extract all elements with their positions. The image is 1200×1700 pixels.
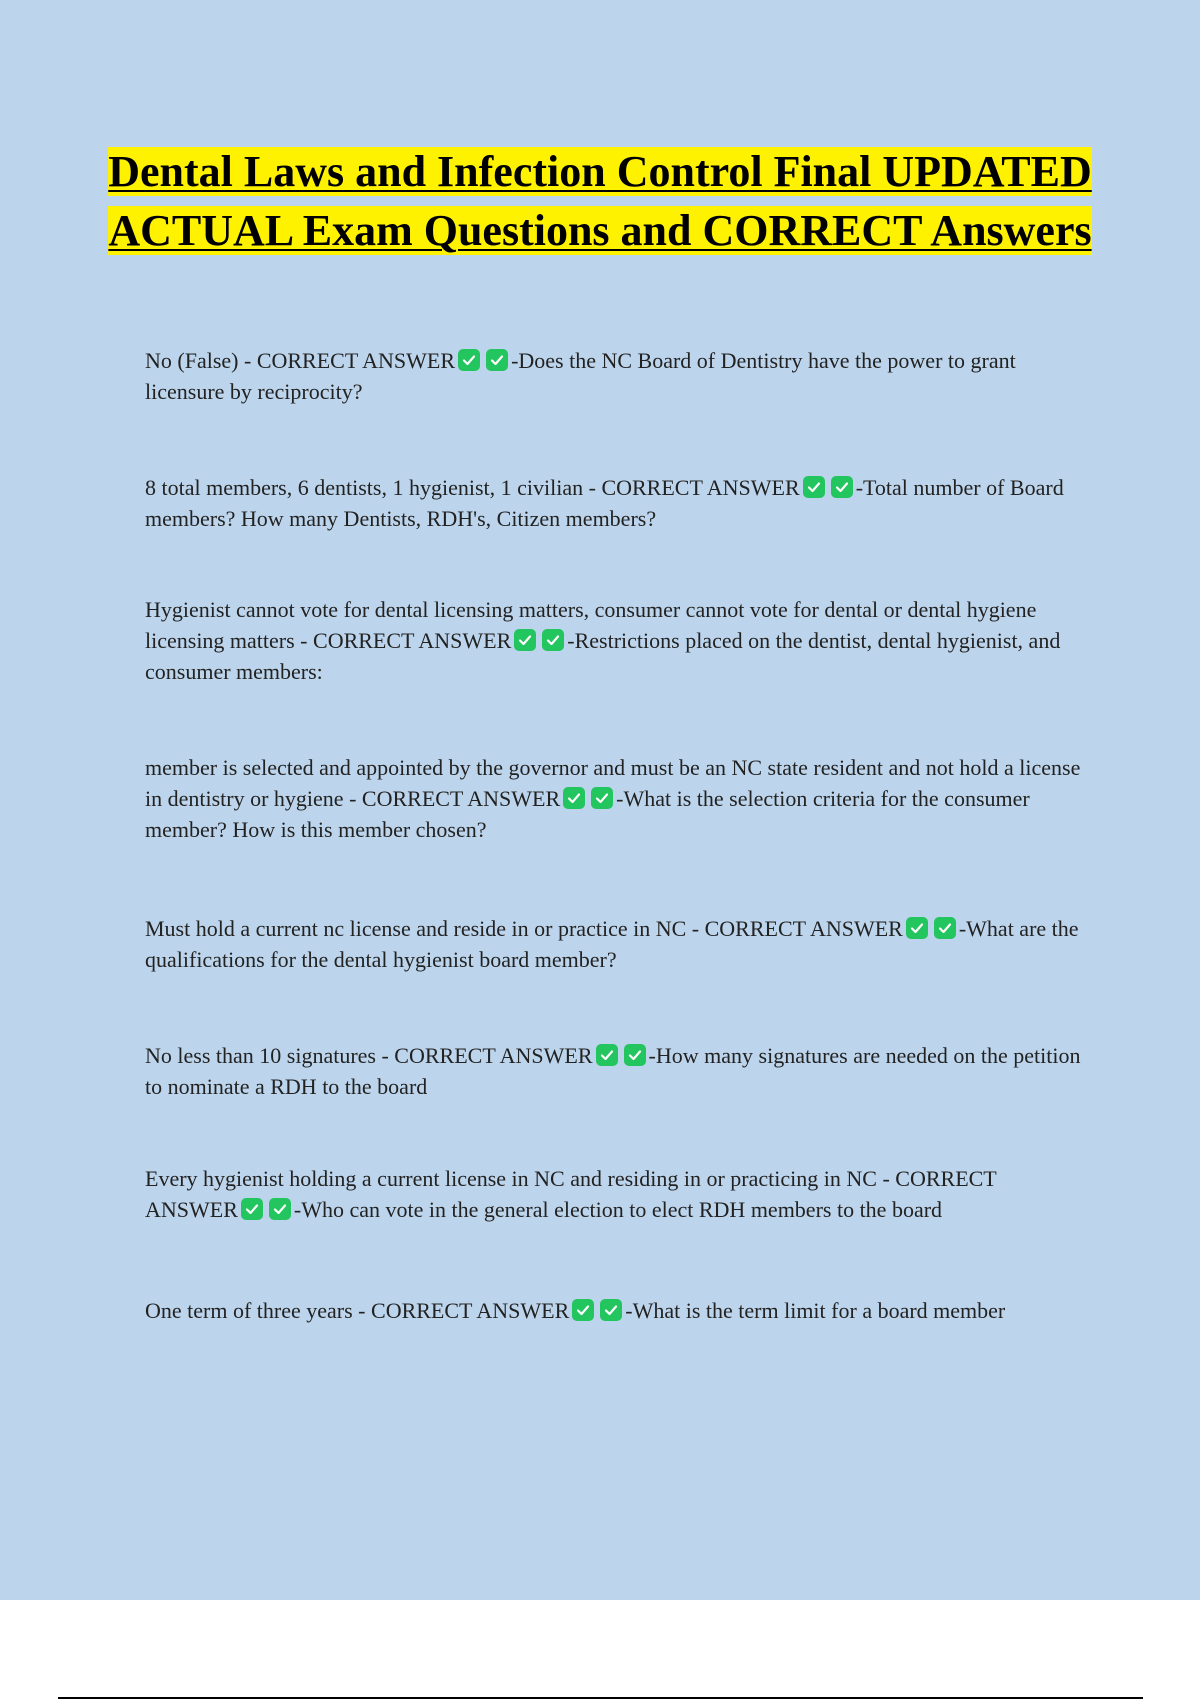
- check-mark-icon: [906, 917, 928, 939]
- qa-item: [145, 472, 1085, 534]
- question-text: -What are the qualifications for the dental hygienist board member?: [145, 916, 1079, 972]
- correct-answer-label: CORRECT ANSWER: [145, 1166, 997, 1222]
- answer-text: One term of three years -: [145, 1298, 372, 1323]
- answer-text: Hygienist cannot vote for dental licensing matters, consumer cannot vote for dental or dental hygiene licensing matters -: [145, 597, 1037, 653]
- qa-item: [145, 752, 1085, 845]
- correct-answer-label: CORRECT ANSWER: [704, 916, 903, 941]
- question-text: -Does the NC Board of Dentistry have the power to grant licensure by reciprocity?: [145, 348, 1016, 404]
- question-text: -Total number of Board members? How many Dentists, RDH's, Citizen members?: [145, 475, 1064, 531]
- question-text: -Who can vote in the general election to elect RDH members to the board: [293, 1197, 943, 1222]
- check-mark-icon: [269, 1198, 291, 1220]
- check-mark-icon: [934, 917, 956, 939]
- correct-answer-label: CORRECT ANSWER: [371, 1298, 570, 1323]
- qa-item: [145, 913, 1085, 975]
- qa-item: [145, 1040, 1085, 1102]
- correct-answer-label: CORRECT ANSWER: [601, 475, 800, 500]
- check-mark-icon: [831, 476, 853, 498]
- qa-item: [145, 1163, 1085, 1225]
- check-mark-icon: [542, 629, 564, 651]
- document-title: [100, 142, 1100, 260]
- correct-answer-label: CORRECT ANSWER: [256, 348, 456, 373]
- question-text: -Restrictions placed on the dentist, dental hygienist, and consumer members:: [145, 628, 1061, 684]
- answer-text: No (False) -: [145, 348, 257, 373]
- correct-answer-label: CORRECT ANSWER: [313, 628, 512, 653]
- qa-item: [145, 594, 1085, 687]
- question-text: -How many signatures are needed on the petition to nominate a RDH to the board: [145, 1043, 1081, 1099]
- check-mark-icon: [241, 1198, 263, 1220]
- check-mark-icon: [458, 349, 480, 371]
- answer-text: member is selected and appointed by the governor and must be an NC state resident and not hold a license in dentistry or hygiene -: [145, 755, 1081, 811]
- check-mark-icon: [624, 1044, 646, 1066]
- question-text: -What is the term limit for a board member: [625, 1298, 1006, 1323]
- check-mark-icon: [596, 1044, 618, 1066]
- check-mark-icon: [563, 787, 585, 809]
- correct-answer-label: CORRECT ANSWER: [394, 1043, 593, 1068]
- check-mark-icon: [803, 476, 825, 498]
- correct-answer-label: CORRECT ANSWER: [361, 786, 561, 811]
- answer-text: No less than 10 signatures -: [145, 1043, 395, 1068]
- question-text: -What is the selection criteria for the consumer member? How is this member chosen?: [145, 786, 1030, 842]
- document-title-text: Dental Laws and Infection Control Final UPDATED ACTUAL Exam Questions and CORRECT Answers: [108, 147, 1092, 255]
- qa-item: [145, 1295, 1085, 1326]
- check-mark-icon: [591, 787, 613, 809]
- qa-item: [145, 345, 1085, 407]
- check-mark-icon: [486, 349, 508, 371]
- check-mark-icon: [514, 629, 536, 651]
- check-mark-icon: [600, 1299, 622, 1321]
- answer-text: Must hold a current nc license and reside in or practice in NC -: [145, 916, 705, 941]
- answer-text: Every hygienist holding a current license in NC and residing in or practicing in NC -: [145, 1166, 896, 1191]
- footer-divider: [58, 1697, 1143, 1699]
- answer-text: 8 total members, 6 dentists, 1 hygienist, 1 civilian -: [145, 475, 602, 500]
- check-mark-icon: [572, 1299, 594, 1321]
